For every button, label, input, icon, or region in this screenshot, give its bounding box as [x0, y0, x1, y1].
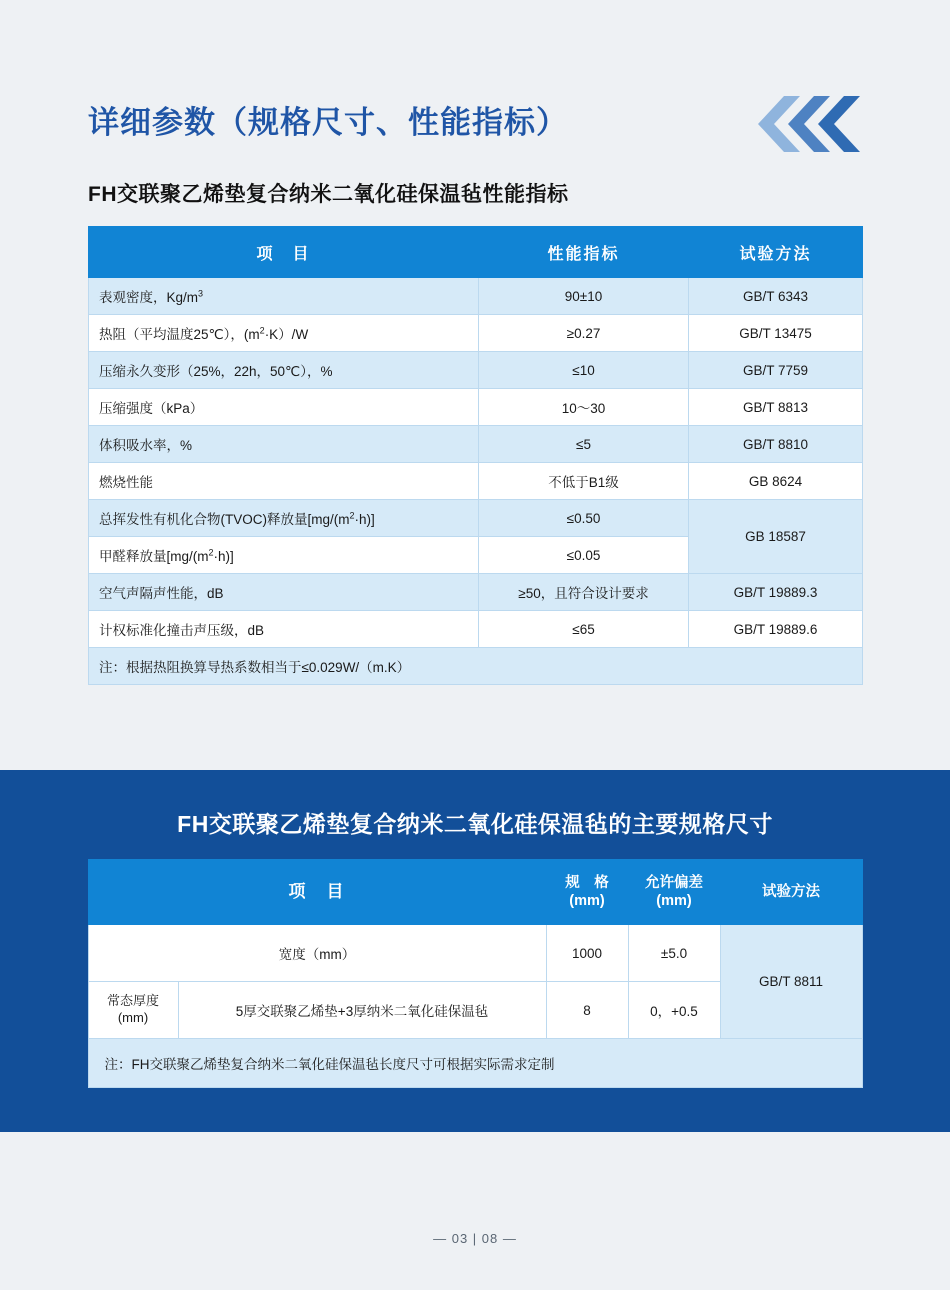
table-row: [89, 500, 863, 537]
cell-value: ≥50，且符合设计要求: [479, 574, 689, 611]
spec-note: 注：FH交联聚乙烯垫复合纳米二氧化硅保温毡长度尺寸可根据实际需求定制: [88, 1039, 862, 1088]
cell-item: 宽度（mm）: [88, 925, 546, 982]
cell-value: ≤0.50: [479, 500, 689, 537]
chevron-decoration: [758, 88, 868, 160]
cell-value: 10～30: [479, 389, 689, 426]
cell-item: 总挥发性有机化合物(TVOC)释放量$[mg/(m^2\cdot h)]$: [89, 500, 479, 537]
table-row: [89, 463, 863, 500]
cell-item-label: [88, 982, 178, 1039]
table-row: [89, 315, 863, 352]
performance-table: [88, 226, 863, 685]
cell-item: 燃烧性能: [89, 463, 479, 500]
cell-value: ≥0.27: [479, 315, 689, 352]
table-row: [89, 278, 863, 315]
cell-method: GB/T 7759: [689, 352, 863, 389]
cell-spec: 1000: [546, 925, 628, 982]
page-title: 详细参数（规格尺寸、性能指标）: [88, 105, 568, 140]
table-row: [88, 925, 862, 982]
header-value: 性能指标: [479, 227, 689, 278]
page-footer: — 03 | 08 —: [433, 1231, 517, 1246]
header-method: 试验方法: [720, 860, 862, 925]
table-header-row: [89, 227, 863, 278]
header-spec-line2: (mm): [569, 893, 605, 909]
cell-method: GB 18587: [689, 500, 863, 574]
cell-value: ≤5: [479, 426, 689, 463]
header-spec: [546, 860, 628, 925]
cell-item: 热阻（平均温度25℃），$(m^2\cdot K)/W$: [89, 315, 479, 352]
header-tolerance: [628, 860, 720, 925]
table-row: [89, 352, 863, 389]
cell-spec: 8: [546, 982, 628, 1039]
cell-value: ≤65: [479, 611, 689, 648]
cell-item-label-line2: (mm): [117, 1010, 149, 1025]
cell-item: 体积吸水率，%: [89, 426, 479, 463]
table-row: [89, 389, 863, 426]
performance-section: [88, 178, 862, 685]
cell-item: 压缩强度（kPa）: [89, 389, 479, 426]
spec-section: [0, 770, 950, 1132]
header-tolerance-line2: (mm): [656, 893, 692, 909]
cell-value: 不低于B1级: [479, 463, 689, 500]
cell-method: GB/T 19889.6: [689, 611, 863, 648]
header-method: 试验方法: [689, 227, 863, 278]
table-header-row: [88, 860, 862, 925]
cell-item-label-line1: 常态厚度: [106, 993, 159, 1009]
cell-item: 表观密度，$Kg/m^3$: [89, 278, 479, 315]
table-note-row: [89, 648, 863, 685]
page-header: [88, 88, 868, 158]
chevron-icon: [758, 88, 868, 160]
cell-method: GB/T 6343: [689, 278, 863, 315]
cell-value: 90±10: [479, 278, 689, 315]
cell-tolerance: ±5.0: [628, 925, 720, 982]
cell-method: GB/T 8813: [689, 389, 863, 426]
cell-method: GB/T 8810: [689, 426, 863, 463]
table-row: [89, 574, 863, 611]
cell-item: 5厚交联聚乙烯垫+3厚纳米二氧化硅保温毡: [178, 982, 546, 1039]
cell-method: GB 8624: [689, 463, 863, 500]
cell-value: ≤0.05: [479, 537, 689, 574]
header-item: 项 目: [88, 860, 546, 925]
cell-item: 压缩永久变形（25%，22h，50℃），%: [89, 352, 479, 389]
table-row: [89, 426, 863, 463]
table-row: [89, 611, 863, 648]
performance-note: 注：根据热阻换算导热系数相当于≤0.029W/（m.K）: [89, 648, 863, 685]
header-item: 项 目: [89, 227, 479, 278]
cell-method: GB/T 13475: [689, 315, 863, 352]
header-tolerance-line1: 允许偏差: [645, 874, 703, 891]
cell-tolerance: 0，+0.5: [628, 982, 720, 1039]
spec-section-title: FH交联聚乙烯垫复合纳米二氧化硅保温毡的主要规格尺寸: [177, 811, 773, 837]
spec-table: [88, 859, 863, 1088]
cell-item: 计权标准化撞击声压级，dB: [89, 611, 479, 648]
header-spec-line1: 规 格: [565, 874, 609, 891]
cell-item: 空气声隔声性能，dB: [89, 574, 479, 611]
cell-item: 甲醛释放量$[mg/(m^2\cdot h)]$: [89, 537, 479, 574]
cell-method: GB/T 8811: [720, 925, 862, 1039]
performance-section-title: FH交联聚乙烯垫复合纳米二氧化硅保温毡性能指标: [88, 183, 569, 206]
cell-value: ≤10: [479, 352, 689, 389]
table-note-row: [88, 1039, 862, 1088]
cell-method: GB/T 19889.3: [689, 574, 863, 611]
